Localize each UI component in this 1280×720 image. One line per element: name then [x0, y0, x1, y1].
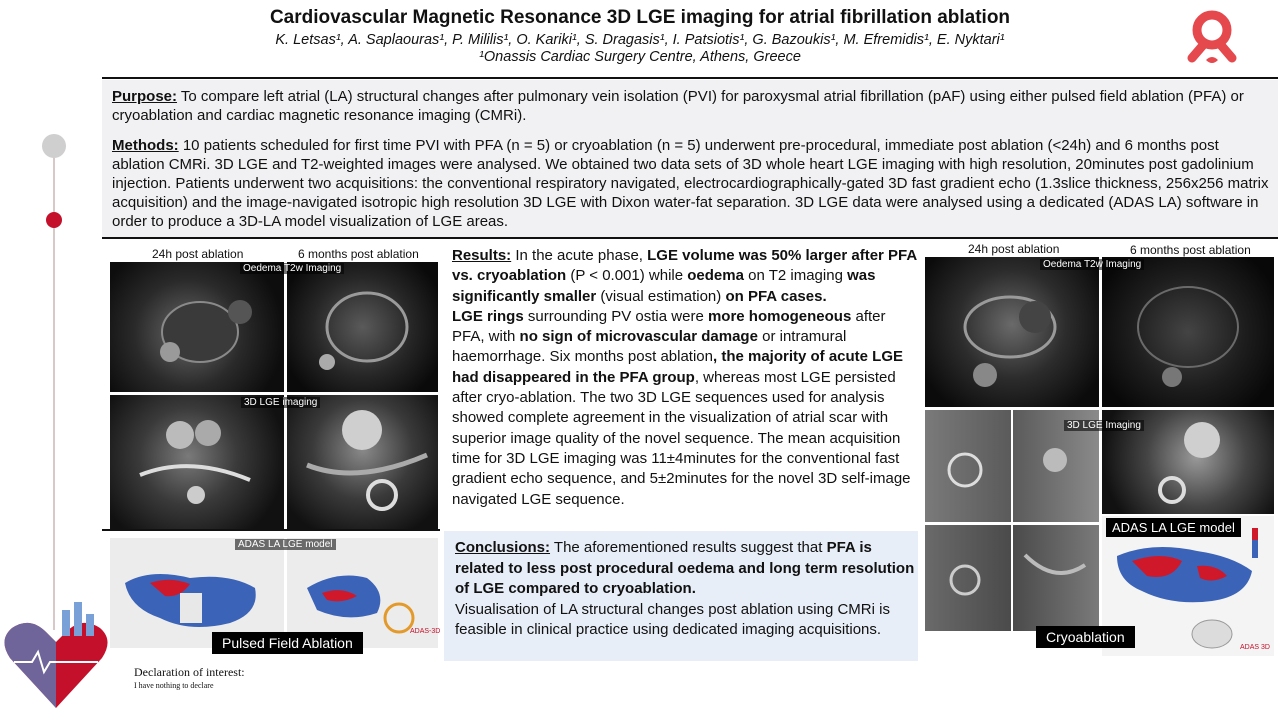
right-model-tag: ADAS LA LGE model	[1106, 518, 1241, 537]
author-list: K. Letsas¹, A. Saplaouras¹, P. Mililis¹, O. Kariki¹, S. Dragasis¹, I. Patsiotis¹, G. Bazoukis¹, M. Efremidis¹, E. Nyktari¹	[275, 32, 1005, 48]
results-label: Results:	[452, 247, 512, 264]
scan-texture	[925, 525, 1099, 631]
results-text: (visual estimation)	[596, 287, 726, 305]
results-bold: LGE volume was 50% larger after PFA vs. cryoablation	[452, 247, 917, 285]
divider-left	[102, 529, 440, 531]
scan-texture	[1102, 257, 1274, 407]
conclusions-text: The aforementioned results suggest that	[550, 539, 827, 556]
results-bold: no sign of microvascular damage	[519, 328, 758, 346]
results-text: or intramural haemorrhage. Six months post ablation	[452, 328, 847, 366]
cryo-banner: Cryoablation	[1036, 626, 1135, 648]
affiliation: ¹Onassis Cardiac Surgery Centre, Athens, Greece	[479, 49, 801, 65]
right-t2-24h-image	[925, 257, 1099, 407]
results-bold: on PFA cases.	[725, 287, 827, 305]
results-bold: more homogeneous	[707, 307, 852, 325]
scan-texture	[287, 262, 438, 392]
left-lge-tag: 3D LGE imaging	[241, 397, 320, 408]
conclusions-text: Visualisation of LA structural changes post ablation using CMRi is feasible in clinical practice using dedicated imaging acquisitions.	[455, 600, 890, 638]
right-col1-caption: 24h post ablation	[968, 242, 1060, 256]
declaration-text: I have nothing to declare	[134, 681, 214, 690]
results-bold: was significantly smaller	[452, 267, 876, 305]
conclusions-bold: PFA is related to less post procedural oedema and long term resolution of LGE compared to cryoablation.	[455, 539, 915, 597]
results-text: surrounding PV ostia were	[523, 307, 708, 325]
left-t2-24h-image	[110, 262, 284, 392]
timeline-dot-active-icon	[46, 212, 62, 228]
right-col2-caption: 6 months post ablation	[1130, 243, 1251, 257]
left-lge-24h-image	[110, 395, 284, 531]
methods-label: Methods:	[112, 137, 179, 154]
results-text: (P < 0.001) while	[566, 267, 688, 285]
results-text: , whereas most LGE persisted after cryo-ablation. The two 3D LGE sequences used for analysis showed complete agreement in the visualization of atrial scar with superior image quality of the novel sequence. The mean acquisition time for 3D LGE imaging was 11±4minutes for the conventional fast gradient echo sequence, and 5±2minutes for the novel 3D self-image navigated LGE sequence.	[452, 368, 911, 508]
left-model-tag: ADAS LA LGE model	[235, 539, 336, 550]
scan-texture	[110, 395, 284, 531]
purpose-text: To compare left atrial (LA) structural changes after pulmonary vein isolation (PVI) for paroxysmal atrial fibrillation (pAF) using either pulsed field ablation (PFA) or cryoablation and cardiac magnetic resonance imaging (CMRi).	[112, 88, 1244, 124]
pfa-banner: Pulsed Field Ablation	[212, 632, 363, 654]
poster-title: Cardiovascular Magnetic Resonance 3D LGE imaging for atrial fibrillation ablation	[269, 7, 1011, 28]
results-bold: , the majority of acute LGE had disappeared in the PFA group	[452, 348, 904, 386]
right-lge-tag: 3D LGE Imaging	[1064, 420, 1144, 431]
conclusions-paragraph	[455, 538, 915, 641]
right-oedema-tag: Oedema T2w Imaging	[1040, 259, 1144, 270]
poster-header	[102, 4, 1178, 65]
left-t2-6m-image	[287, 262, 438, 392]
left-col1-caption: 24h post ablation	[152, 247, 244, 261]
heart-city-logo-icon	[2, 600, 110, 712]
conclusions-label: Conclusions:	[455, 539, 551, 556]
purpose-label: Purpose:	[112, 88, 178, 105]
results-text: on T2 imaging	[743, 267, 848, 285]
results-paragraph	[452, 246, 918, 510]
scan-texture	[110, 262, 284, 392]
declaration-title: Declaration of interest:	[134, 665, 245, 679]
omega-logo-icon	[1186, 8, 1238, 66]
methods-text: 10 patients scheduled for first time PVI with PFA (n = 5) or cryoablation (n = 5) underwent pre-procedural, immediate post ablation (<24h) and 6 months post ablation CMRi. 3D LGE and T2-weighted images were analysed. We obtained two data sets of 3D whole heart LGE imaging with high resolution, 20minutes post gadolinium injection. Patients underwent two acquisitions: the conventional respiratory navigated, electrocardiographically-gated 3D fast gradient echo (1.3slice thickness, 256x256 matrix acquisition) and the image-navigated isotropic high resolution 3D LGE with Dixon water-fat separation. 3D LGE data were analysed using a dedicated (ADAS LA) software in order to produce a 3D-LA model visualization of LGE areas.	[112, 137, 1269, 230]
methods-paragraph	[112, 136, 1272, 231]
scan-texture	[925, 257, 1099, 407]
right-t2-6m-image	[1102, 257, 1274, 407]
left-watermark: ADAS-3D	[410, 628, 441, 635]
results-text: after PFA, with	[452, 307, 886, 346]
timeline-dot-icon	[42, 134, 66, 158]
results-bold: LGE rings	[452, 307, 524, 325]
right-watermark: ADAS 3D	[1240, 644, 1270, 651]
divider-mid	[102, 237, 1278, 239]
divider-top	[102, 77, 1278, 79]
left-oedema-tag: Oedema T2w Imaging	[240, 263, 344, 274]
results-bold: oedema	[687, 267, 744, 285]
results-text: In the acute phase,	[511, 247, 648, 264]
purpose-paragraph	[112, 87, 1272, 125]
right-lge-extra-image	[925, 525, 1099, 631]
left-col2-caption: 6 months post ablation	[298, 247, 419, 261]
scan-texture	[287, 395, 438, 531]
left-lge-6m-image	[287, 395, 438, 531]
